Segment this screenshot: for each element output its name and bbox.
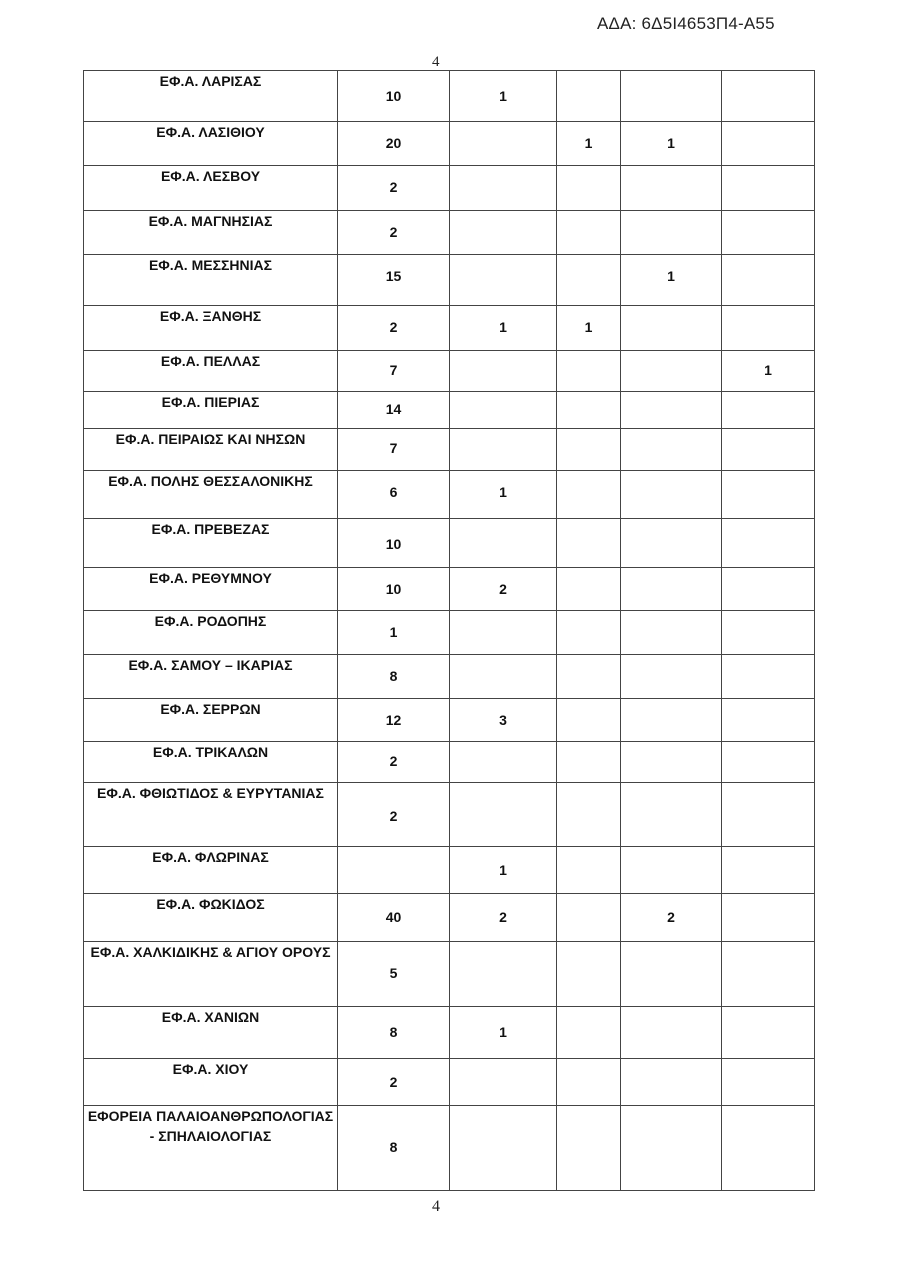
count-value (722, 847, 814, 860)
count-cell-col2 (450, 611, 557, 655)
count-value (450, 1059, 556, 1072)
count-cell-col1 (338, 611, 450, 655)
count-value (621, 783, 721, 806)
count-cell-col3 (557, 894, 621, 942)
count-cell-col3 (557, 211, 621, 255)
count-cell-col1 (338, 392, 450, 429)
count-value (722, 166, 814, 177)
count-cell-col2 (450, 568, 557, 611)
count-value (621, 471, 721, 482)
count-value: 12 (385, 712, 402, 728)
count-value (557, 655, 620, 666)
count-cell-col1 (338, 894, 450, 942)
count-value (722, 942, 814, 963)
count-cell-col5 (722, 71, 815, 122)
count-value (722, 471, 814, 482)
count-value (621, 519, 721, 534)
count-value: 1 (499, 484, 507, 500)
count-cell-col3 (557, 1007, 621, 1059)
count-value (722, 519, 814, 534)
office-name-cell: ΕΦ.Α. ΧΑΛΚΙΔΙΚΗΣ & ΑΓΙΟΥ ΟΡΟΥΣ (84, 942, 338, 1007)
count-value: 2 (499, 581, 507, 597)
count-value (557, 519, 620, 534)
count-cell-col3 (557, 429, 621, 471)
office-name-cell: ΕΦ.Α. ΛΑΡΙΣΑΣ (84, 71, 338, 122)
office-name-cell: ΕΦ.Α. ΦΩΚΙΔΟΣ (84, 894, 338, 942)
count-value (621, 942, 721, 963)
page-number-bottom: 4 (432, 1198, 440, 1215)
office-name-cell: ΕΦ.Α. ΛΑΣΙΘΙΟΥ (84, 122, 338, 166)
count-cell-col1 (338, 1106, 450, 1191)
count-cell-col5 (722, 1106, 815, 1191)
count-value: 2 (389, 808, 398, 824)
count-value: 8 (389, 1024, 398, 1040)
count-cell-col1 (338, 655, 450, 699)
count-value: 10 (385, 536, 402, 552)
table-row (84, 519, 815, 568)
count-value: 1 (499, 1024, 507, 1040)
count-cell-col3 (557, 519, 621, 568)
count-cell-col4 (621, 742, 722, 783)
count-value: 8 (389, 1139, 398, 1155)
count-cell-col1 (338, 306, 450, 351)
table-row (84, 783, 815, 847)
count-cell-col2 (450, 166, 557, 211)
table-row (84, 122, 815, 166)
count-value (557, 742, 620, 751)
office-name-cell: ΕΦΟΡΕΙΑ ΠΑΛΑΙΟΑΝΘΡΩΠΟΛΟΓΙΑΣ - ΣΠΗΛΑΙΟΛΟΓΙΑΣ (84, 1106, 338, 1191)
count-cell-col5 (722, 122, 815, 166)
count-value (722, 211, 814, 222)
count-value (557, 894, 620, 907)
count-cell-col1 (338, 699, 450, 742)
count-cell-col2 (450, 783, 557, 847)
office-name-cell: ΕΦ.Α. ΣΕΡΡΩΝ (84, 699, 338, 742)
office-name-cell: ΕΦ.Α. ΤΡΙΚΑΛΩΝ (84, 742, 338, 783)
office-name-cell: ΕΦ.Α. ΧΑΝΙΩΝ (84, 1007, 338, 1059)
count-cell-col3 (557, 783, 621, 847)
count-cell-col1 (338, 71, 450, 122)
count-value: 2 (667, 909, 675, 925)
count-value: 1 (667, 268, 675, 284)
count-value (338, 847, 449, 860)
count-cell-col5 (722, 392, 815, 429)
count-cell-col4 (621, 306, 722, 351)
count-cell-col4 (621, 351, 722, 392)
count-value (450, 655, 556, 666)
table-row (84, 611, 815, 655)
count-cell-col3 (557, 699, 621, 742)
table-row (84, 429, 815, 471)
count-cell-col4 (621, 699, 722, 742)
count-value (557, 166, 620, 177)
count-cell-col4 (621, 71, 722, 122)
office-name-cell: ΕΦ.Α. ΧΙΟΥ (84, 1059, 338, 1106)
count-value (621, 429, 721, 438)
count-value (450, 429, 556, 438)
table-row (84, 211, 815, 255)
count-value (557, 429, 620, 438)
count-value (722, 568, 814, 579)
count-cell-col3 (557, 611, 621, 655)
count-cell-col4 (621, 942, 722, 1007)
count-cell-col2 (450, 1106, 557, 1191)
count-cell-col4 (621, 894, 722, 942)
count-cell-col1 (338, 351, 450, 392)
count-cell-col5 (722, 568, 815, 611)
count-cell-col1 (338, 255, 450, 306)
count-value (557, 471, 620, 482)
office-name-cell: ΕΦ.Α. ΣΑΜΟΥ – ΙΚΑΡΙΑΣ (84, 655, 338, 699)
count-value (722, 71, 814, 86)
count-value (722, 1106, 814, 1137)
count-value (722, 783, 814, 806)
count-cell-col4 (621, 1059, 722, 1106)
count-cell-col4 (621, 122, 722, 166)
count-value: 10 (385, 88, 402, 104)
count-value: 7 (389, 362, 398, 378)
count-value: 1 (499, 862, 507, 878)
count-cell-col3 (557, 166, 621, 211)
count-cell-col1 (338, 783, 450, 847)
count-cell-col2 (450, 894, 557, 942)
table-row (84, 847, 815, 894)
count-cell-col4 (621, 255, 722, 306)
table-row (84, 392, 815, 429)
count-cell-col5 (722, 894, 815, 942)
count-value: 2 (389, 224, 398, 240)
office-name-cell: ΕΦ.Α. ΠΕΙΡΑΙΩΣ ΚΑΙ ΝΗΣΩΝ (84, 429, 338, 471)
count-cell-col5 (722, 471, 815, 519)
count-cell-col2 (450, 519, 557, 568)
count-cell-col4 (621, 1106, 722, 1191)
count-cell-col1 (338, 847, 450, 894)
table-row (84, 655, 815, 699)
count-value: 6 (389, 484, 398, 500)
count-value (722, 122, 814, 133)
count-value (450, 211, 556, 222)
table-row (84, 942, 815, 1007)
count-cell-col4 (621, 429, 722, 471)
count-cell-col4 (621, 847, 722, 894)
table-row (84, 255, 815, 306)
count-cell-col5 (722, 942, 815, 1007)
count-value (621, 351, 721, 360)
count-value (621, 568, 721, 579)
count-cell-col3 (557, 71, 621, 122)
office-name-cell: ΕΦ.Α. ΠΙΕΡΙΑΣ (84, 392, 338, 429)
office-name-cell: ΕΦ.Α. ΡΟΔΟΠΗΣ (84, 611, 338, 655)
count-cell-col4 (621, 783, 722, 847)
count-cell-col3 (557, 568, 621, 611)
count-cell-col2 (450, 392, 557, 429)
count-cell-col3 (557, 655, 621, 699)
count-cell-col2 (450, 211, 557, 255)
page-number-top: 4 (432, 54, 440, 70)
count-value (557, 392, 620, 399)
count-cell-col3 (557, 351, 621, 392)
count-value (621, 71, 721, 86)
count-value (621, 211, 721, 222)
count-cell-col2 (450, 429, 557, 471)
office-name-cell: ΕΦ.Α. ΡΕΘΥΜΝΟΥ (84, 568, 338, 611)
count-cell-col1 (338, 568, 450, 611)
count-value (722, 1007, 814, 1022)
count-cell-col3 (557, 1059, 621, 1106)
count-value (557, 1007, 620, 1022)
count-value (450, 611, 556, 622)
count-value: 1 (584, 135, 593, 151)
count-value (621, 306, 721, 317)
office-name-cell: ΕΦ.Α. ΦΛΩΡΙΝΑΣ (84, 847, 338, 894)
table-row (84, 71, 815, 122)
count-value: 7 (389, 440, 398, 456)
table-row (84, 166, 815, 211)
count-value (450, 1106, 556, 1137)
count-cell-col2 (450, 471, 557, 519)
count-value (557, 942, 620, 963)
count-value (557, 847, 620, 860)
count-value: 10 (385, 581, 402, 597)
count-value: 14 (385, 401, 402, 417)
count-value: 40 (385, 909, 402, 925)
count-value (722, 699, 814, 710)
count-value: 2 (389, 179, 398, 195)
count-cell-col2 (450, 351, 557, 392)
count-cell-col4 (621, 568, 722, 611)
count-value (621, 166, 721, 177)
count-cell-col3 (557, 1106, 621, 1191)
count-value (722, 655, 814, 666)
count-value (557, 351, 620, 360)
count-value (557, 1106, 620, 1137)
count-cell-col5 (722, 783, 815, 847)
count-value (450, 255, 556, 266)
count-cell-col3 (557, 942, 621, 1007)
office-name-cell: ΕΦ.Α. ΞΑΝΘΗΣ (84, 306, 338, 351)
count-cell-col1 (338, 471, 450, 519)
count-cell-col3 (557, 122, 621, 166)
count-cell-col5 (722, 351, 815, 392)
count-cell-col4 (621, 655, 722, 699)
count-cell-col1 (338, 1007, 450, 1059)
count-value (621, 392, 721, 399)
count-value (557, 783, 620, 806)
count-cell-col2 (450, 699, 557, 742)
count-cell-col3 (557, 847, 621, 894)
count-cell-col5 (722, 1059, 815, 1106)
count-cell-col1 (338, 942, 450, 1007)
count-value (722, 429, 814, 438)
table-row (84, 471, 815, 519)
count-cell-col3 (557, 392, 621, 429)
count-value: 20 (385, 135, 402, 151)
table-row (84, 351, 815, 392)
count-value: 2 (389, 319, 398, 335)
table-body (84, 71, 815, 1191)
table-row (84, 742, 815, 783)
count-cell-col5 (722, 306, 815, 351)
count-value (450, 166, 556, 177)
count-cell-col2 (450, 306, 557, 351)
count-cell-col3 (557, 471, 621, 519)
table-row (84, 1106, 815, 1191)
count-cell-col2 (450, 1059, 557, 1106)
count-value: 1 (764, 362, 772, 378)
count-cell-col1 (338, 429, 450, 471)
office-name-cell: ΕΦ.Α. ΜΑΓΝΗΣΙΑΣ (84, 211, 338, 255)
table-row (84, 894, 815, 942)
count-cell-col5 (722, 166, 815, 211)
count-cell-col4 (621, 471, 722, 519)
office-name-cell: ΕΦ.Α. ΦΘΙΩΤΙΔΟΣ & ΕΥΡΥΤΑΝΙΑΣ (84, 783, 338, 847)
count-value: 15 (385, 268, 402, 284)
count-value (621, 742, 721, 751)
count-cell-col5 (722, 211, 815, 255)
count-cell-col2 (450, 1007, 557, 1059)
count-value (722, 255, 814, 266)
count-value (450, 392, 556, 399)
count-value (557, 255, 620, 266)
count-cell-col2 (450, 71, 557, 122)
count-cell-col5 (722, 611, 815, 655)
count-cell-col1 (338, 1059, 450, 1106)
count-cell-col2 (450, 255, 557, 306)
count-cell-col3 (557, 306, 621, 351)
count-cell-col1 (338, 742, 450, 783)
count-value (621, 655, 721, 666)
count-value (450, 122, 556, 133)
count-cell-col1 (338, 166, 450, 211)
count-cell-col4 (621, 166, 722, 211)
count-cell-col4 (621, 211, 722, 255)
count-value (621, 847, 721, 860)
count-cell-col1 (338, 211, 450, 255)
count-value (722, 742, 814, 751)
count-value (450, 742, 556, 751)
count-cell-col5 (722, 742, 815, 783)
count-cell-col5 (722, 699, 815, 742)
count-cell-col3 (557, 742, 621, 783)
count-cell-col5 (722, 1007, 815, 1059)
count-value (722, 1059, 814, 1072)
count-value (557, 568, 620, 579)
count-cell-col5 (722, 847, 815, 894)
count-value (557, 71, 620, 86)
count-value (621, 611, 721, 622)
ada-code: ΑΔΑ: 6Δ5Ι4653Π4-Α55 (597, 14, 775, 33)
count-value: 3 (499, 712, 507, 728)
table-row (84, 568, 815, 611)
count-value (557, 1059, 620, 1072)
office-name-cell: ΕΦ.Α. ΛΕΣΒΟΥ (84, 166, 338, 211)
count-value (557, 611, 620, 622)
count-value (450, 351, 556, 360)
count-value (722, 306, 814, 317)
count-cell-col4 (621, 392, 722, 429)
count-cell-col5 (722, 655, 815, 699)
count-value (557, 699, 620, 710)
count-cell-col1 (338, 122, 450, 166)
count-value: 1 (667, 135, 675, 151)
table-row (84, 1059, 815, 1106)
count-value: 8 (389, 668, 398, 684)
count-value (722, 392, 814, 399)
count-cell-col1 (338, 519, 450, 568)
count-value: 5 (389, 965, 398, 981)
count-cell-col2 (450, 742, 557, 783)
count-value (722, 611, 814, 622)
count-cell-col5 (722, 519, 815, 568)
count-cell-col2 (450, 655, 557, 699)
count-value: 1 (499, 319, 507, 335)
count-value: 2 (389, 1074, 398, 1090)
count-value: 1 (389, 624, 398, 640)
count-cell-col4 (621, 519, 722, 568)
office-name-cell: ΕΦ.Α. ΜΕΣΣΗΝΙΑΣ (84, 255, 338, 306)
count-value (450, 783, 556, 806)
count-value: 1 (584, 319, 593, 335)
count-cell-col4 (621, 611, 722, 655)
count-value (450, 519, 556, 534)
office-name-cell: ΕΦ.Α. ΠΕΛΛΑΣ (84, 351, 338, 392)
count-value (722, 894, 814, 907)
count-value (621, 1059, 721, 1072)
count-cell-col5 (722, 255, 815, 306)
count-cell-col2 (450, 122, 557, 166)
count-value (557, 211, 620, 222)
count-cell-col3 (557, 255, 621, 306)
count-value: 2 (499, 909, 507, 925)
count-cell-col2 (450, 847, 557, 894)
count-cell-col4 (621, 1007, 722, 1059)
count-value: 1 (499, 88, 507, 104)
count-cell-col5 (722, 429, 815, 471)
count-value (621, 699, 721, 710)
office-name-cell: ΕΦ.Α. ΠΡΕΒΕΖΑΣ (84, 519, 338, 568)
count-value: 2 (389, 753, 398, 769)
table-row (84, 1007, 815, 1059)
count-cell-col2 (450, 942, 557, 1007)
count-value (450, 942, 556, 963)
table-row (84, 306, 815, 351)
table-row (84, 699, 815, 742)
count-value (621, 1106, 721, 1137)
count-value (621, 1007, 721, 1022)
allocation-table (83, 70, 815, 1191)
office-name-cell: ΕΦ.Α. ΠΟΛΗΣ ΘΕΣΣΑΛΟΝΙΚΗΣ (84, 471, 338, 519)
